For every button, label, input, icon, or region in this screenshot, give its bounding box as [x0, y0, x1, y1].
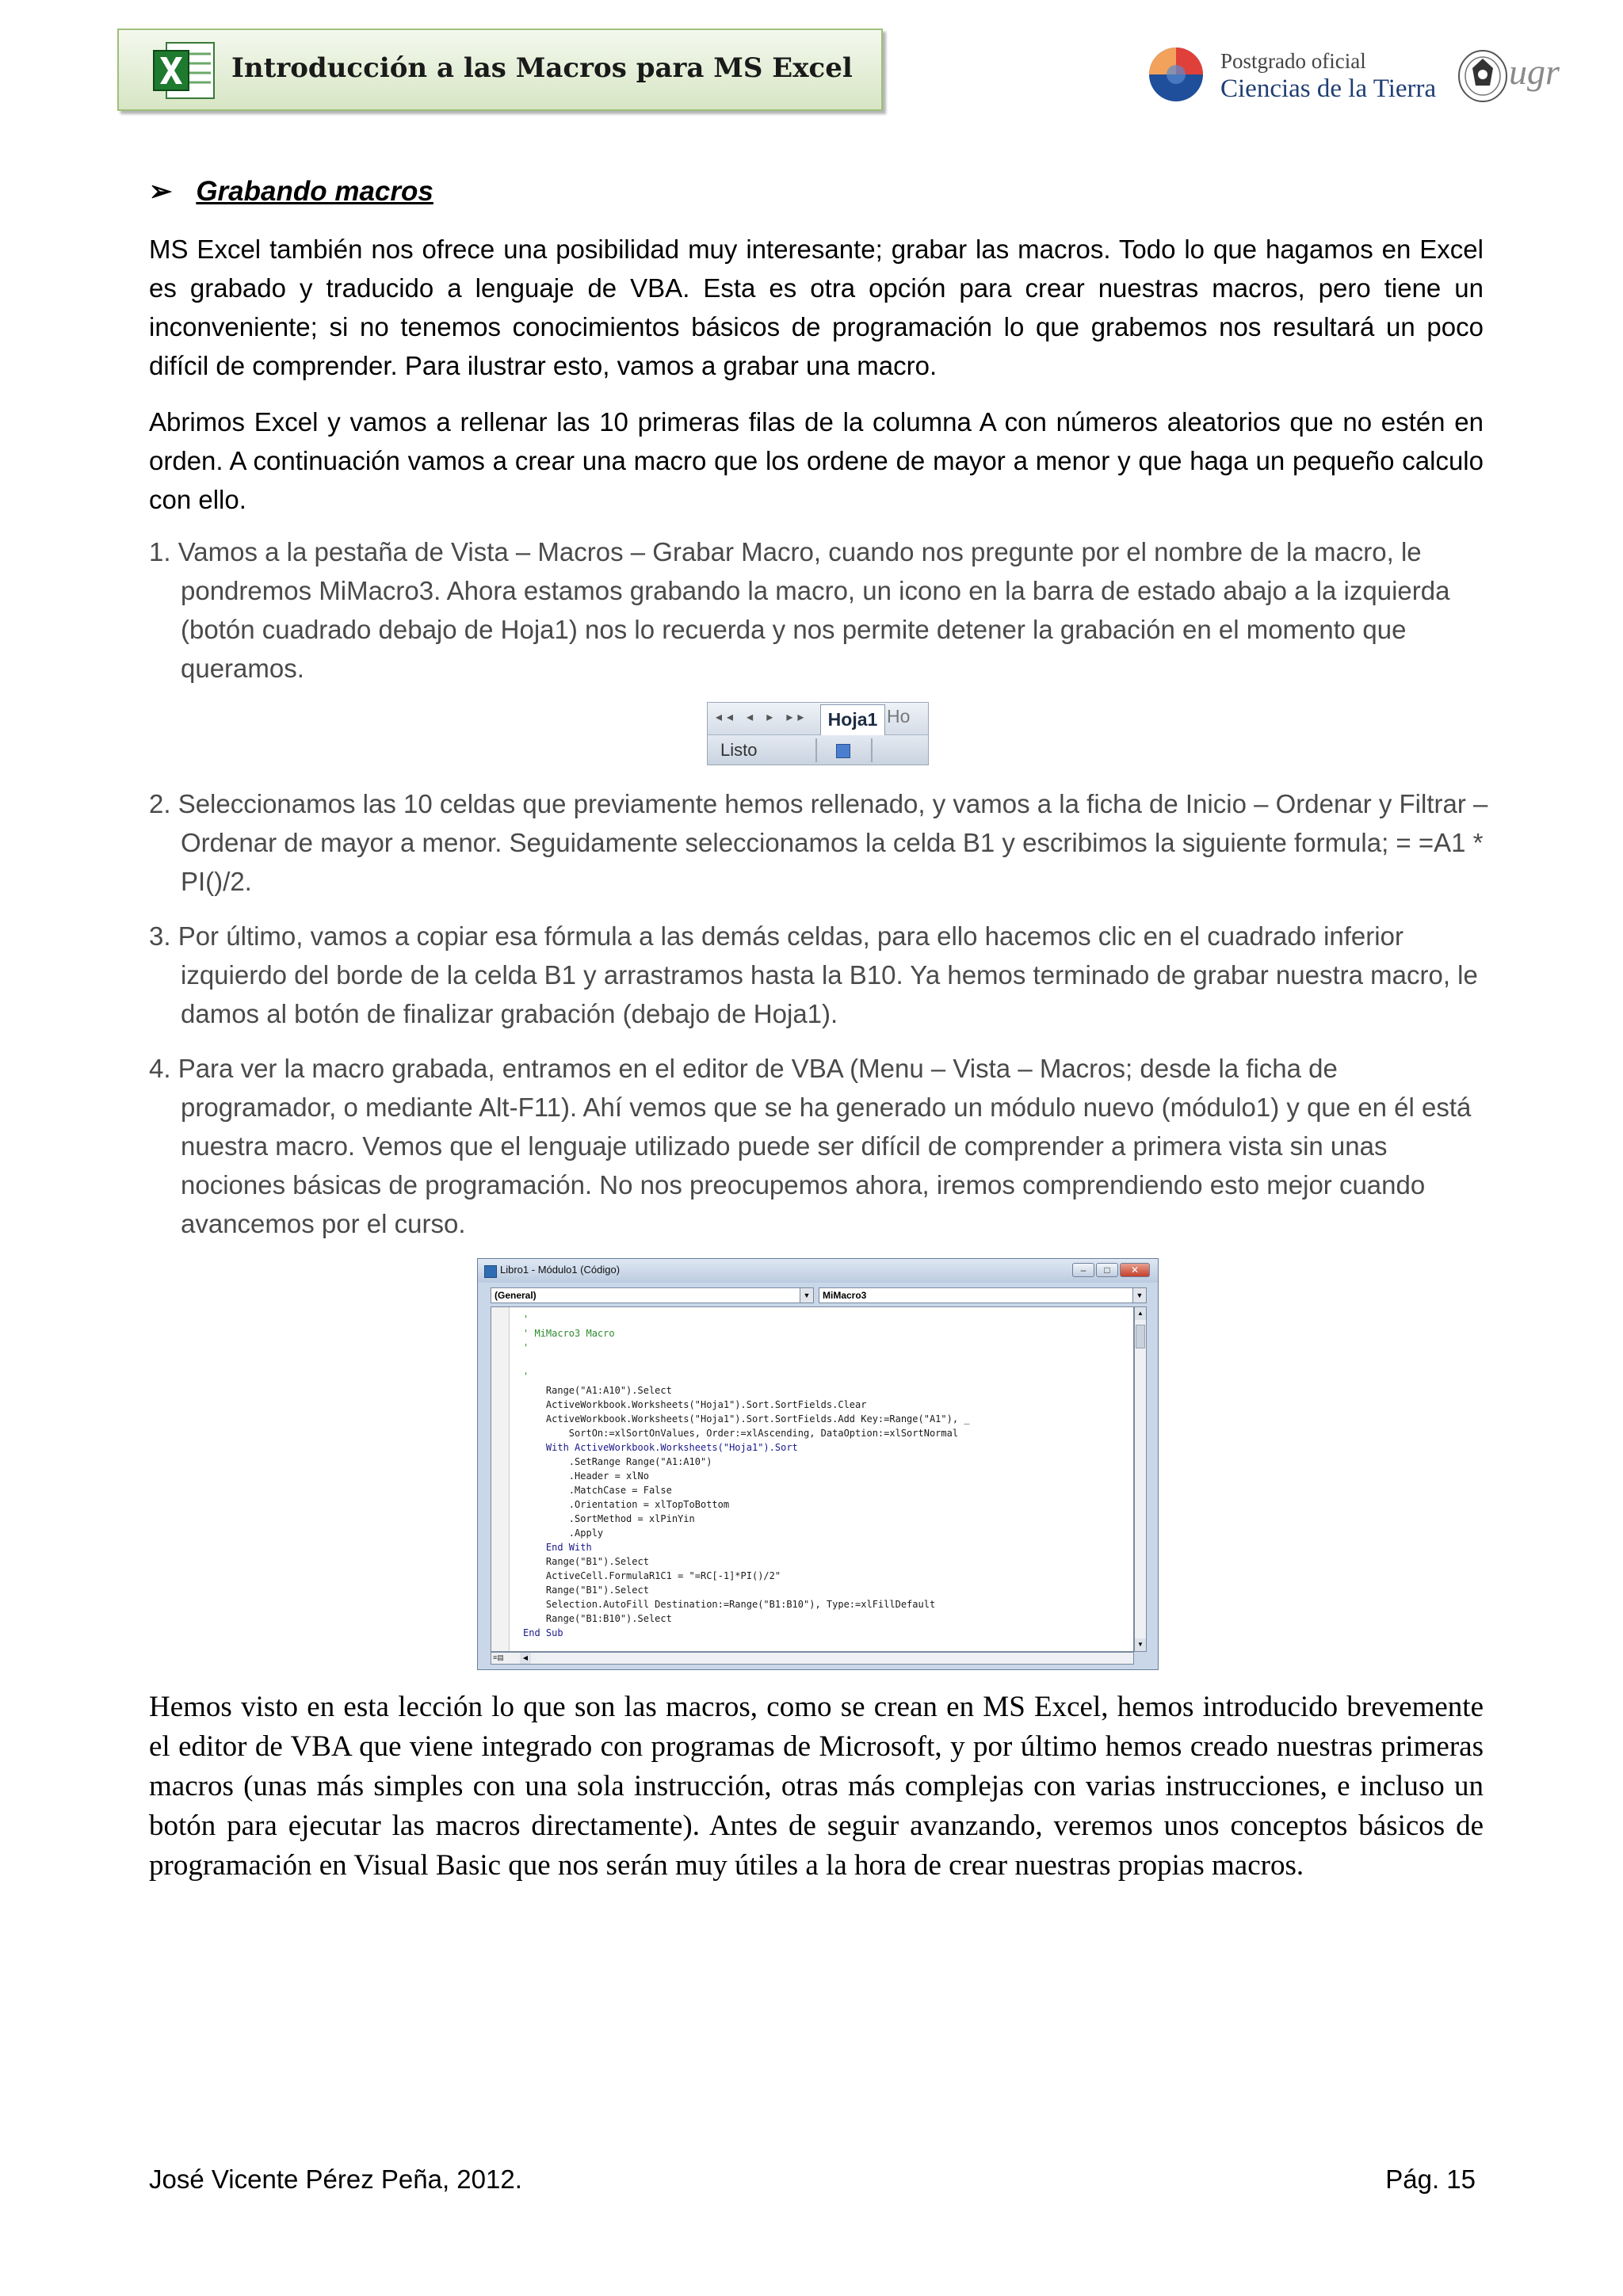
document-title: Introducción a las Macros para MS Excel [231, 52, 853, 84]
chevron-down-icon: ▼ [800, 1288, 813, 1302]
vba-window-title: Libro1 - Módulo1 (Código) [500, 1264, 621, 1276]
code-line: Selection.AutoFill Destination:=Range("B1:B10"), Type:=xlFillDefault [523, 1599, 936, 1610]
org-line-2: Ciencias de la Tierra [1220, 74, 1437, 103]
object-combo [491, 1287, 814, 1303]
section-title [149, 176, 433, 208]
footer-author: José Vicente Pérez Peña, 2012. [149, 2164, 522, 2194]
code-line: SortOn:=xlSortOnValues, Order:=xlAscending, DataOption:=xlSortNormal [523, 1428, 959, 1439]
university-seal-icon [1457, 46, 1509, 103]
scroll-thumb [1136, 1325, 1145, 1348]
code-line: Range("B1:B10").Select [523, 1613, 672, 1624]
code-margin [491, 1307, 510, 1652]
sheet-tabs-bar [708, 703, 929, 735]
object-combo-value: (General) [495, 1290, 537, 1301]
vba-code-pane [491, 1306, 1134, 1652]
chevron-down-icon: ▼ [1132, 1288, 1146, 1302]
closing-paragraph: Hemos visto en esta lección lo que son las macros, como se crean en MS Excel, hemos introducido brevemente el editor de VBA que viene integrado con programas de Microsoft, y por último hemos creado nuestras primeras macros (unas más simples con una sola instrucción, otras más complejas con varias instrucciones, e incluso un botón para ejecutar las macros directamente). Antes de seguir avanzando, veremos unos conceptos básicos de programación en Visual Basic que nos serán muy útiles a la hora de crear nuestras propias macros. [149, 1691, 1484, 1882]
vba-window-titlebar [478, 1259, 1159, 1283]
sheet-tab-hoja1: Hoja1 [820, 704, 885, 735]
code-line [523, 1355, 970, 1369]
code-line: ActiveWorkbook.Worksheets("Hoja1").Sort.SortFields.Clear [523, 1399, 867, 1410]
minimize-icon: – [1072, 1263, 1094, 1277]
vertical-scrollbar [1134, 1306, 1147, 1652]
footer-page-number: Pág. 15 [1385, 2164, 1476, 2194]
stop-recording-icon [836, 744, 850, 758]
code-line: Range("A1:A10").Select [523, 1385, 672, 1396]
view-toggle-icon: ≡▤ [493, 1653, 504, 1661]
earth-sciences-globe-icon [1148, 46, 1205, 103]
paragraph-intro: MS Excel también nos ofrece una posibilidad muy interesante; grabar las macros. Todo lo que hagamos en Excel es grabado y traducido a lenguaje de VBA. Esta es otra opción para crear nuestras macros, pero tiene un inconveniente; si no tenemos conocimientos básicos de programación lo que grabemos nos resultará un poco difícil de comprender. Para ilustrar esto, vamos a grabar una macro. [149, 235, 1484, 380]
procedure-combo [819, 1287, 1147, 1303]
scroll-down-icon: ▼ [1135, 1638, 1146, 1651]
excel-logo-icon [151, 36, 219, 105]
code-line: Range("B1").Select [523, 1556, 649, 1567]
status-separator [815, 738, 817, 762]
step-2: 2. Seleccionamos las 10 celdas que previamente hemos rellenado, y vamos a la ficha de Inicio – Ordenar y Filtrar – Ordenar de mayor a menor. Seguidamente seleccionamos la celda B1 y escribimos la siguiente formula; = =A1 * PI()/2. [149, 789, 1488, 896]
vba-module-icon [484, 1265, 497, 1278]
status-text: Listo [720, 740, 758, 760]
code-line: .MatchCase = False [523, 1485, 672, 1496]
code-line: .Header = xlNo [523, 1470, 649, 1482]
code-line: ' [523, 1342, 529, 1353]
step-4: 4. Para ver la macro grabada, entramos en el editor de VBA (Menu – Vista – Macros; desde la ficha de programador, o mediante Alt-F11). Ahí vemos que se ha generado un módulo nuevo (módulo1) y que en él está nuestra macro. Vemos que el lenguaje utilizado puede ser difícil de comprender a primera vista sin unas nociones básicas de programación. No nos preocupemos ahora, iremos comprendiendo esto mejor cuando avancemos por el curso. [149, 1054, 1472, 1238]
procedure-combo-value: MiMacro3 [823, 1290, 867, 1301]
code-line: Range("B1").Select [523, 1585, 649, 1596]
code-line: ActiveWorkbook.Worksheets("Hoja1").Sort.SortFields.Add Key:=Range("A1"), _ [523, 1413, 970, 1425]
scroll-up-icon: ▲ [1135, 1307, 1146, 1320]
sheet-nav-arrows-icon: ◂◂ ◂ ▸ ▸▸ [716, 709, 809, 724]
code-line: .Apply [523, 1527, 604, 1539]
org-line-1: Postgrado oficial [1220, 49, 1366, 73]
section-title-text: Grabando macros [196, 176, 433, 207]
step-1: 1. Vamos a la pestaña de Vista – Macros – Grabar Macro, cuando nos pregunte por el nombre de la macro, le pondremos MiMacro3. Ahora estamos grabando la macro, un icono en la barra de estado abajo a la izquierda (botón cuadrado debajo de Hoja1) nos lo recuerda y nos permite detener la grabación en el momento que queramos. [149, 537, 1450, 683]
status-separator [871, 738, 873, 762]
sheet-tab-next: Ho [887, 706, 911, 727]
vba-editor-screenshot [477, 1258, 1159, 1670]
horizontal-scrollbar [491, 1652, 1134, 1665]
status-bar [708, 735, 929, 765]
code-line: ' [523, 1314, 529, 1325]
step-3: 3. Por último, vamos a copiar esa fórmula a las demás celdas, para ello hacemos clic en el cuadrado inferior izquierdo del borde de la celda B1 y arrastramos hasta la B10. Ya hemos terminado de grabar nuestra macro, le damos al botón de finalizar grabación (debajo de Hoja1). [149, 921, 1478, 1028]
maximize-icon: □ [1096, 1263, 1118, 1277]
code-line: .SortMethod = xlPinYin [523, 1513, 695, 1524]
scroll-left-icon: ◀ [520, 1653, 531, 1664]
excel-statusbar-screenshot [707, 702, 929, 765]
university-mark: ugr [1509, 51, 1560, 92]
code-line: End With [523, 1542, 592, 1553]
code-line: ' [523, 1371, 529, 1382]
header-banner [117, 29, 883, 111]
code-line: End Sub [523, 1627, 563, 1638]
window-controls [1072, 1263, 1151, 1279]
code-line: With ActiveWorkbook.Worksheets("Hoja1").Sort [523, 1442, 798, 1453]
code-line: .SetRange Range("A1:A10") [523, 1456, 712, 1467]
code-line: .Orientation = xlTopToBottom [523, 1499, 730, 1510]
close-icon: ✕ [1120, 1263, 1150, 1277]
institution-logos [1141, 40, 1561, 111]
code-line: ActiveCell.FormulaR1C1 = "=RC[-1]*PI()/2" [523, 1570, 781, 1581]
arrow-bullet-icon: ➢ [149, 176, 173, 207]
code-line: ' MiMacro3 Macro [523, 1328, 615, 1339]
code-lines [523, 1312, 970, 1640]
paragraph-setup: Abrimos Excel y vamos a rellenar las 10 primeras filas de la columna A con números aleatorios que no estén en orden. A continuación vamos a crear una macro que los ordene de mayor a menor y que haga un pequeño calculo con ello. [149, 407, 1484, 514]
